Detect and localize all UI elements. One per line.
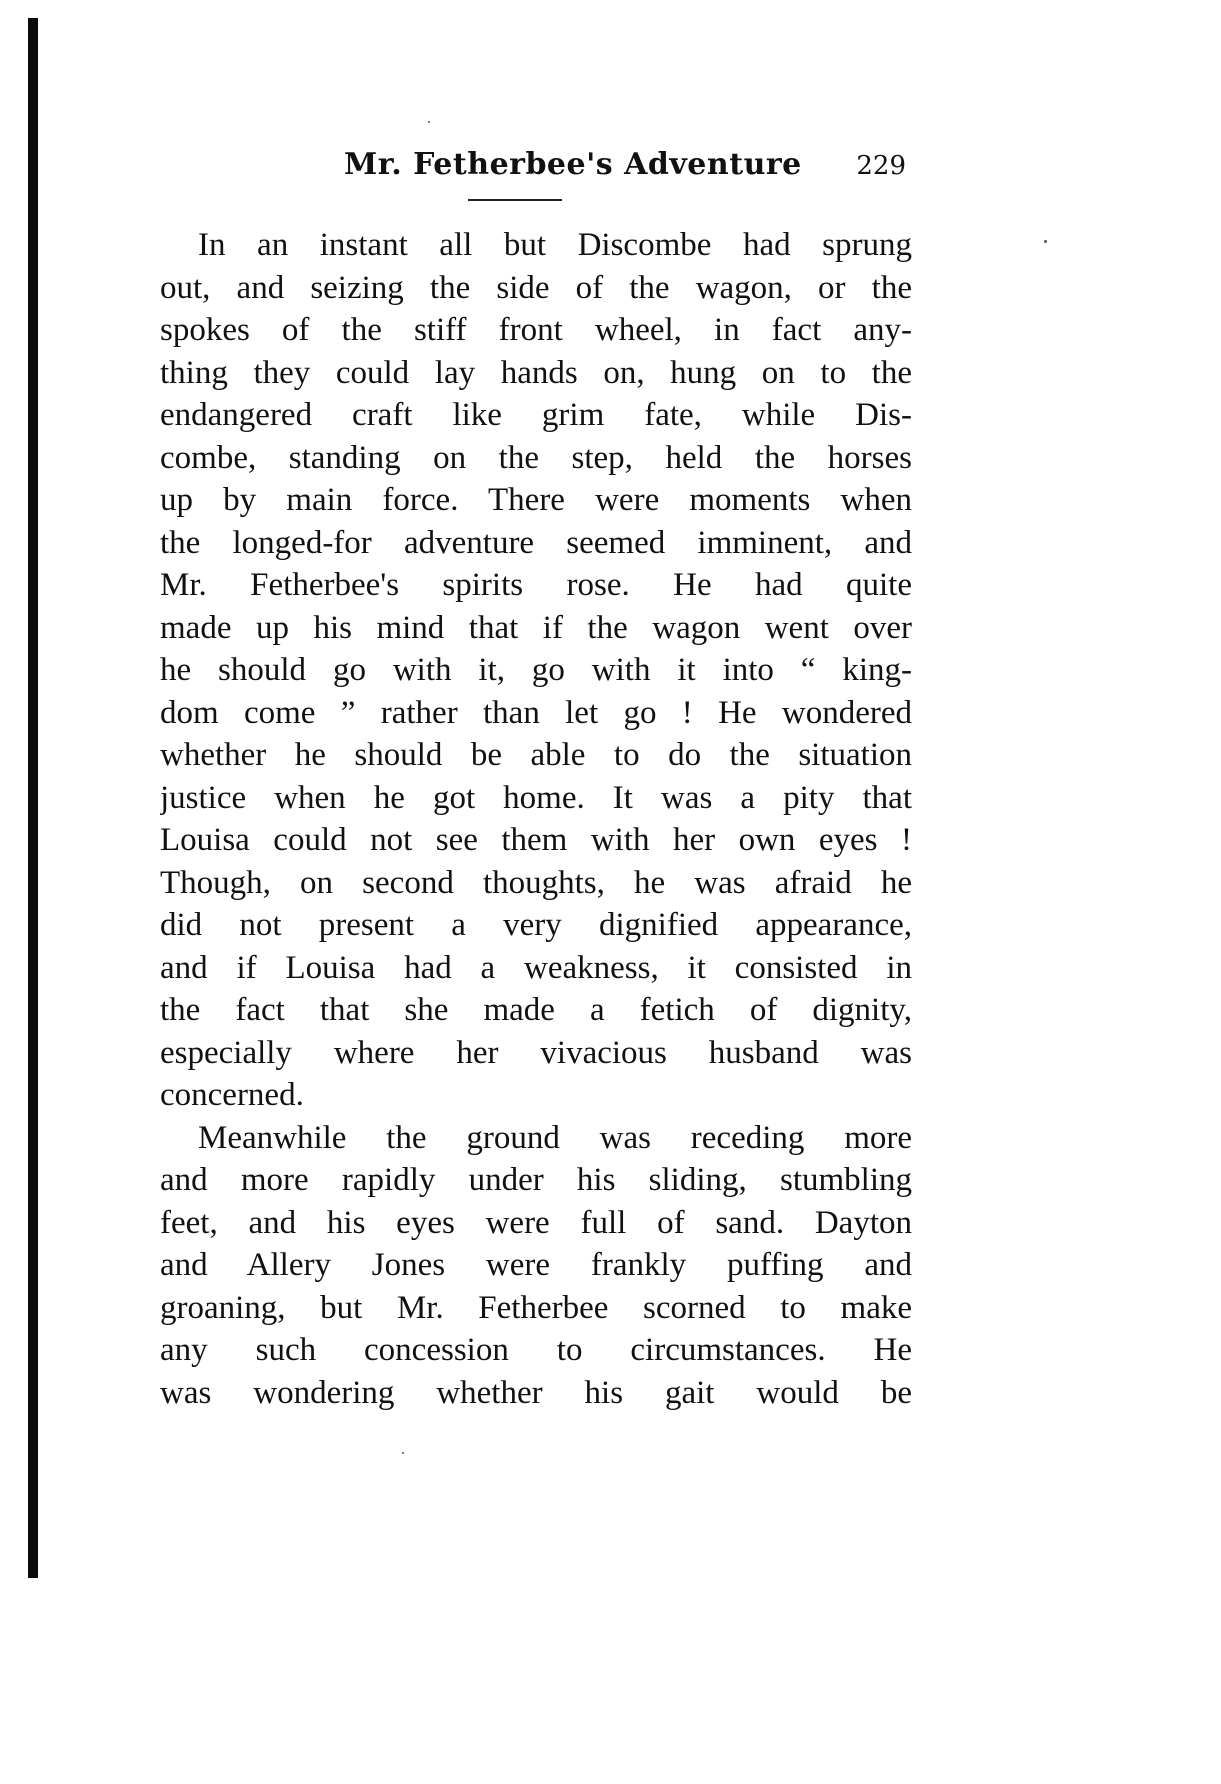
text-line: up by main force. There were moments when <box>160 482 912 518</box>
text-line: the fact that she made a fetich of dignity, <box>160 992 912 1028</box>
text-line: and more rapidly under his sliding, stumbling <box>160 1162 912 1198</box>
running-header <box>160 147 912 187</box>
text-line: feet, and his eyes were full of sand. Dayton <box>160 1204 912 1241</box>
text-line: justice when he got home. It was a pity that <box>160 779 912 816</box>
paragraph <box>160 1117 912 1415</box>
paper-speck <box>1044 240 1047 243</box>
text-line: whether he should be able to do the situation <box>160 737 912 773</box>
text-line: especially where her vivacious husband was <box>160 1034 912 1071</box>
header-rule <box>468 199 562 201</box>
page-binding-edge <box>28 18 38 1578</box>
text-line: he should go with it, go with it into “ king- <box>160 652 912 688</box>
text-line: Louisa could not see them with her own eyes ! <box>160 822 912 858</box>
text-line: and if Louisa had a weakness, it consisted in <box>160 949 912 986</box>
text-line: dom come ” rather than let go ! He wondered <box>160 694 912 731</box>
paper-speck <box>402 1452 404 1454</box>
text-line: combe, standing on the step, held the horses <box>160 439 912 476</box>
text-line: Mr. Fetherbee's spirits rose. He had quite <box>160 567 912 603</box>
paper-speck <box>428 121 430 123</box>
text-line: any such concession to circumstances. He <box>160 1332 912 1368</box>
text-line: did not present a very dignified appearance, <box>160 907 912 943</box>
text-line: endangered craft like grim fate, while Dis- <box>160 397 912 433</box>
text-line: Meanwhile the ground was receding more <box>198 1119 912 1156</box>
page-number: 229 <box>856 151 906 181</box>
body-text <box>160 224 912 1414</box>
text-line: spokes of the stiff front wheel, in fact any- <box>160 312 912 348</box>
text-line: concerned. <box>160 1077 304 1113</box>
running-title: Mr. Fetherbee's Adventure <box>344 147 802 182</box>
text-line: groaning, but Mr. Fetherbee scorned to make <box>160 1289 912 1326</box>
text-line: thing they could lay hands on, hung on to the <box>160 354 912 391</box>
text-line: and Allery Jones were frankly puffing and <box>160 1247 912 1283</box>
text-line: Though, on second thoughts, he was afraid he <box>160 864 912 901</box>
paragraph <box>160 224 912 1117</box>
text-line: In an instant all but Discombe had sprung <box>198 227 912 263</box>
text-line: out, and seizing the side of the wagon, or the <box>160 269 912 306</box>
text-line: was wondering whether his gait would be <box>160 1374 912 1411</box>
text-line: the longed-for adventure seemed imminent, and <box>160 524 912 561</box>
text-line: made up his mind that if the wagon went over <box>160 609 912 646</box>
